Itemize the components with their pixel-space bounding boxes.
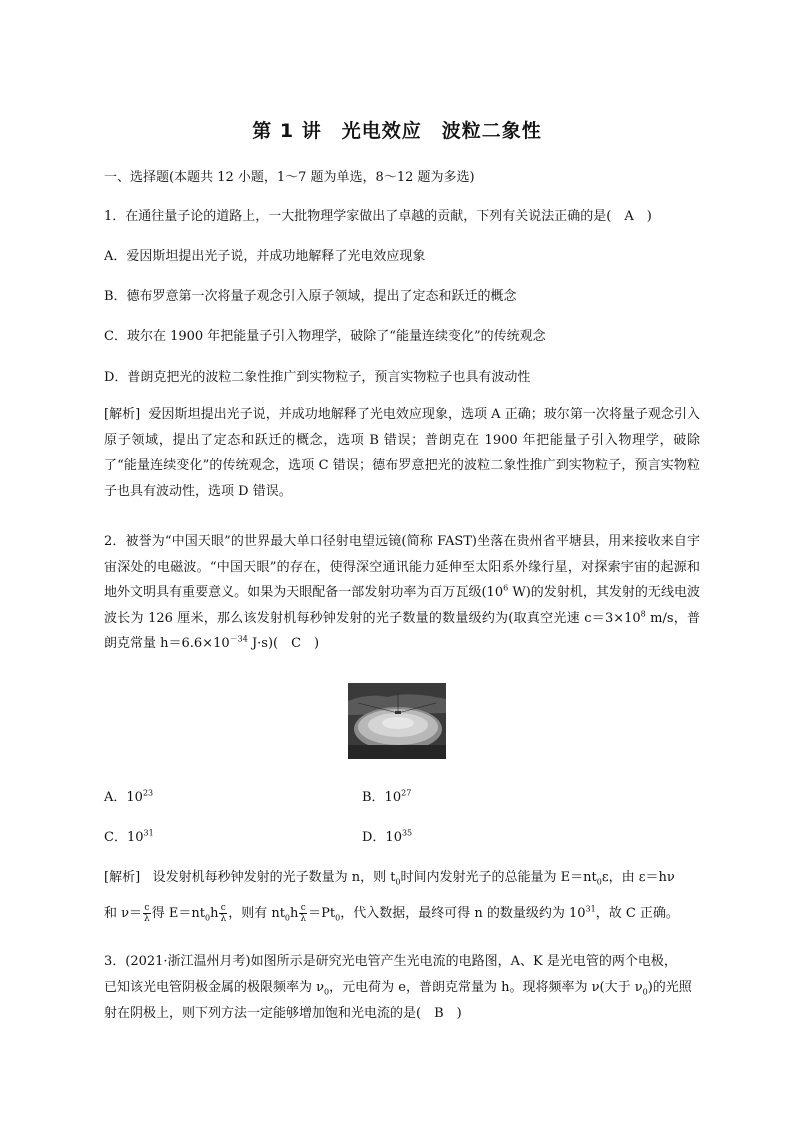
question-text: )的光照 (647, 980, 692, 995)
question-2-analysis-line-1 (104, 870, 675, 886)
analysis-text: 设发射机每秒钟发射的光子数量为 n，则 t (152, 870, 396, 885)
analysis-text: 爱因斯坦提出光子说，并成功地解释了光电效应现象，选项 A 正确；玻尔第一次将量子观念引入原子领域，提出了定态和跃迁的概念，选项 B 错误；普朗克在 1900 年把能量子引入物理学，破除了“能量连续变化”的传统观念，选项 C 错误；德布罗意把光的波粒二象性推广到实物粒子，预言实物粒子也具有波动性，选项 D 错误。 (104, 407, 700, 499)
option-text: A．10 (104, 790, 143, 805)
question-1-option-b: B．德布罗意第一次将量子观念引入原子领域，提出了定态和跃迁的概念 (104, 289, 517, 304)
option-exponent: 31 (143, 828, 154, 838)
subscript: 0 (205, 913, 211, 923)
question-1-analysis (104, 402, 700, 504)
question-2-option-b (362, 790, 411, 806)
analysis-text: 得 E＝nt (151, 906, 205, 921)
question-text: 已知该光电管阴极金属的极限频率为 ν (104, 980, 325, 995)
power-exponent: 6 (503, 583, 509, 593)
option-exponent: 23 (142, 788, 154, 798)
fraction-numerator: c (220, 903, 226, 913)
subscript: 0 (324, 987, 330, 997)
option-text: B．10 (362, 790, 402, 805)
option-exponent: 27 (401, 788, 412, 798)
fraction-c-over-lambda (143, 903, 151, 924)
analysis-text: ，则有 nt (228, 906, 285, 921)
question-3-line-1: 3．(2021·浙江温州月考)如图所示是研究光电管产生光电流的电路图，A、K 是光电管的两个电极， (104, 954, 677, 969)
analysis-text: h (210, 906, 219, 921)
subscript: 0 (642, 987, 648, 997)
question-1-option-d: D．普朗克把光的波粒二象性推广到实物粒子，预言实物粒子也具有波动性 (104, 370, 531, 385)
subscript: 0 (335, 913, 341, 923)
analysis-tag: [解析] (104, 407, 141, 422)
page-title: 第 1 讲 光电效应 波粒二象性 (252, 120, 542, 142)
c-exponent: 8 (640, 609, 646, 619)
question-2-option-a (104, 790, 153, 806)
fast-telescope-image (348, 683, 446, 759)
question-3-line-2 (104, 980, 692, 996)
analysis-text: 和 ν＝ (104, 906, 143, 921)
question-2-stem (104, 529, 700, 657)
question-1-option-c: C．玻尔在 1900 年把能量子引入物理学，破除了“能量连续变化”的传统观念 (104, 329, 546, 344)
option-text: D．10 (362, 830, 402, 845)
analysis-text: ＝Pt (308, 906, 336, 921)
option-text: C．10 (104, 830, 144, 845)
analysis-text: ，代入数据，最终可得 n 的数量级约为 10 (340, 906, 586, 921)
subscript: 0 (395, 877, 401, 887)
answer-exponent: 31 (585, 904, 596, 914)
fraction-numerator: c (300, 903, 306, 913)
question-1-stem: 1．在通往量子论的道路上，一大批物理学家做出了卓越的贡献，下列有关说法正确的是( A ) (104, 209, 652, 224)
subscript: 0 (284, 913, 291, 923)
fraction-numerator: c (144, 903, 150, 913)
analysis-text: ，故 C 正确。 (595, 906, 679, 921)
stem-part: W)的发射机，其发射的无线电波波长为 126 厘米，那么该发射机每秒钟发射的光子数量的数量级约为(取真空光速 c＝3×10 (104, 585, 700, 626)
stem-part: J·s)( C ) (247, 636, 320, 651)
analysis-text: 时间内发射光子的总能量为 E＝nt (400, 870, 597, 885)
telescope-illustration (348, 683, 446, 759)
question-3-line-3: 射在阴极上，则下列方法一定能够增加饱和光电流的是( B ) (104, 1006, 462, 1021)
fraction-c-over-lambda (299, 903, 307, 924)
question-text: ，元电荷为 e，普朗克常量为 h。现将频率为 ν(大于 ν (329, 980, 643, 995)
fraction-denominator: λ (144, 914, 150, 924)
question-2-option-c (104, 830, 154, 846)
h-exponent: －34 (229, 634, 248, 644)
analysis-tag: [解析] (104, 870, 141, 885)
stem-part: m/s，普朗克常量 h＝6.6×10 (104, 610, 700, 651)
option-exponent: 35 (401, 828, 413, 838)
fraction-c-over-lambda (219, 903, 227, 924)
stem-part: 2．被誉为“中国天眼”的世界最大单口径射电望远镜(简称 FAST)坐落在贵州省平塘县，用来接收来自宇宙深处的电磁波。“中国天眼”的存在，使得深空通讯能力延伸至太阳系外缘行星，对探索宇宙的起源和地外文明具有重要意义。如果为天眼配备一部发射功率为百万瓦级(10 (104, 534, 700, 600)
analysis-text: h (290, 906, 299, 921)
question-2-option-d (362, 830, 412, 846)
subscript: 0 (596, 877, 602, 887)
fraction-denominator: λ (300, 914, 307, 924)
analysis-text: ε，由 ε＝hν (601, 870, 675, 885)
question-2-analysis-line-2 (104, 902, 679, 926)
question-1-option-a: A．爱因斯坦提出光子说，并成功地解释了光电效应现象 (104, 249, 426, 264)
section-header: 一、选择题(本题共 12 小题，1～7 题为单选，8～12 题为多选) (104, 170, 475, 185)
fraction-denominator: λ (220, 914, 227, 924)
